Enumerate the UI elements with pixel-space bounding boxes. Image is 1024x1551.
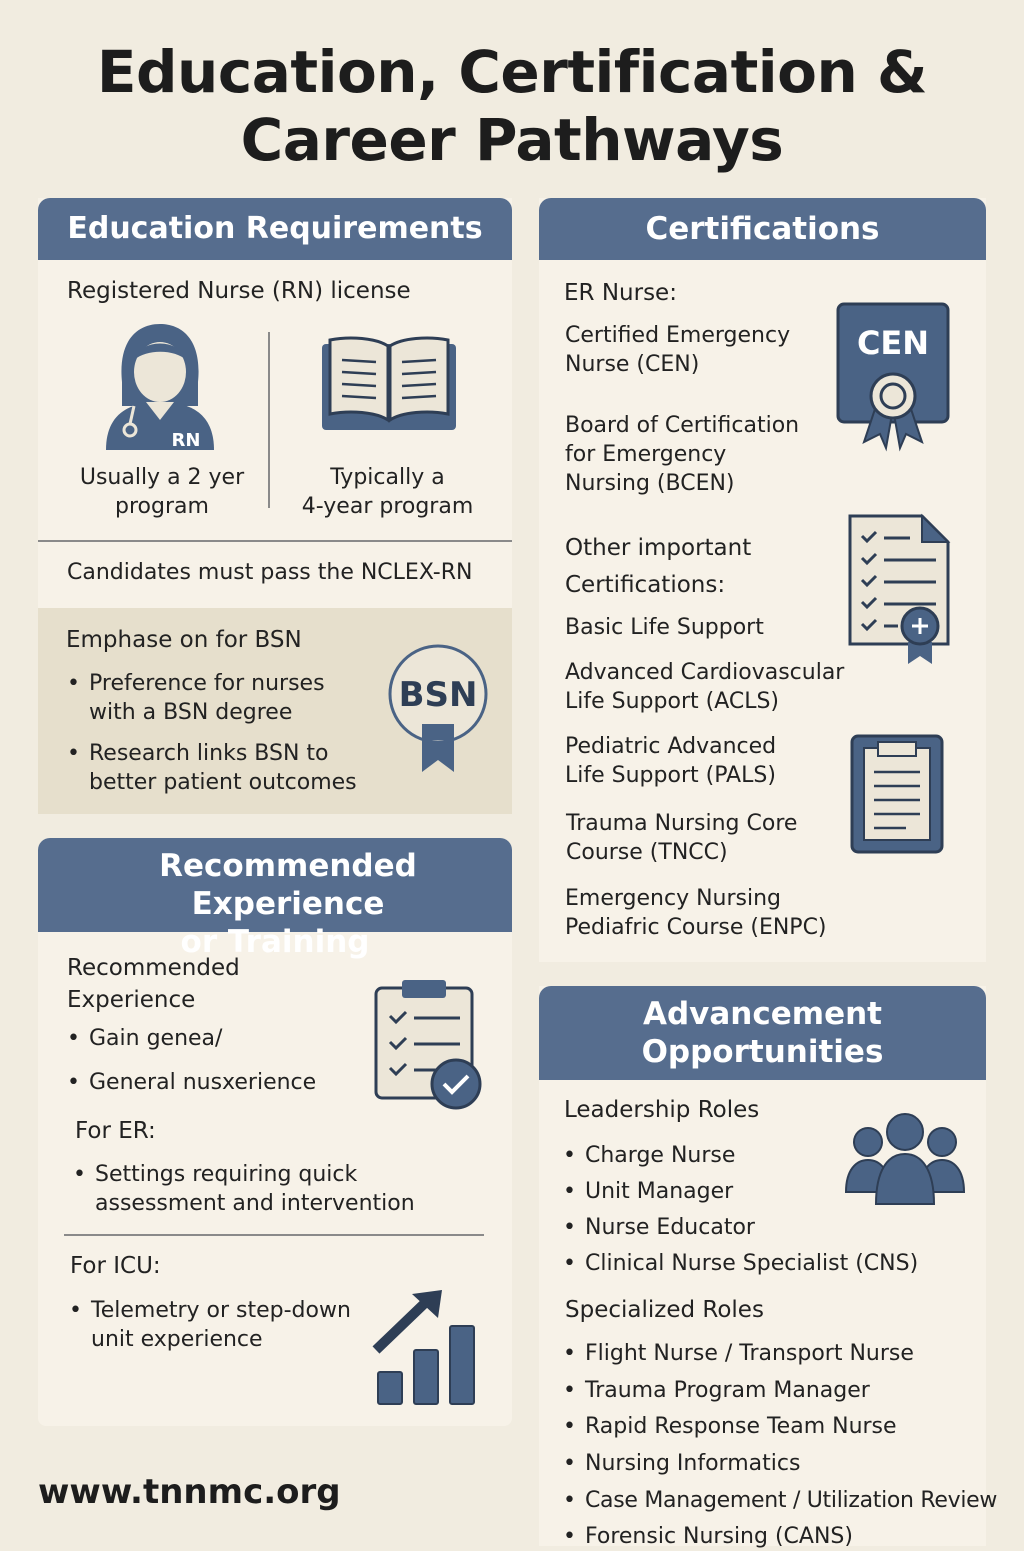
pals-item: Pediatric Advanced Life Support (PALS) <box>565 734 777 788</box>
clipboard-check-icon <box>372 978 484 1108</box>
list-item: • Case Management / Utilization Review <box>585 1486 997 1515</box>
experience-header: Recommended Experience or Training <box>38 838 512 932</box>
acls-item: Advanced Cardiovascular Life Support (ACLS) <box>565 660 845 714</box>
list-item: • Unit Manager <box>585 1177 733 1206</box>
cen-badge-text: CEN <box>856 324 930 362</box>
list-item: • Settings requiring quick assessment and intervention <box>95 1160 415 1218</box>
certifications-header: Certifications <box>539 198 986 260</box>
bsn-badge-icon <box>386 648 492 776</box>
divider <box>64 1234 484 1236</box>
rn-license-subtitle: Registered Nurse (RN) license <box>67 278 411 304</box>
bsn-badge-text: BSN <box>398 675 478 715</box>
divider <box>38 540 512 542</box>
recommended-experience-heading: Recommended Experience <box>67 955 240 1013</box>
list-item: • Nursing Informatics <box>585 1449 800 1478</box>
list-item: • Clinical Nurse Specialist (CNS) <box>585 1249 918 1278</box>
nurse-icon <box>100 320 220 455</box>
bsn-program-caption: Typically a 4-year program <box>301 465 474 519</box>
list-item: • General nusxerience <box>89 1068 316 1097</box>
er-nurse-heading: ER Nurse: <box>564 280 677 306</box>
bsn-heading: Emphase on for BSN <box>66 627 302 653</box>
specialized-heading: Specialized Roles <box>565 1297 764 1323</box>
nurse-rn-badge: RN <box>171 430 201 451</box>
list-item: • Preference for nurses with a BSN degree <box>89 669 325 727</box>
list-item: • Flight Nurse / Transport Nurse <box>585 1339 914 1368</box>
nclex-note: Candidates must pass the NCLEX-RN <box>67 560 473 585</box>
growth-chart-icon <box>368 1288 480 1406</box>
bcen-item: Board of Certification for Emergency Nursing (BCEN) <box>565 413 800 496</box>
checklist-document-icon <box>848 514 952 666</box>
list-item: • Forensic Nursing (CANS) <box>585 1522 853 1551</box>
divider <box>268 332 270 508</box>
education-header: Education Requirements <box>38 198 512 260</box>
tncc-item: Trauma Nursing Core Course (TNCC) <box>566 811 798 865</box>
website-url[interactable]: www.tnnmc.org <box>38 1472 341 1512</box>
list-item: • Nurse Educator <box>585 1213 755 1242</box>
page-title-line-1: Education, Certification & <box>96 38 928 106</box>
clipboard-icon <box>850 734 944 856</box>
team-icon <box>844 1112 966 1206</box>
rn-program-caption: Usually a 2 yer program <box>79 465 245 519</box>
leadership-heading: Leadership Roles <box>564 1097 760 1123</box>
book-icon <box>320 336 458 432</box>
bls-item: Basic Life Support <box>565 615 764 640</box>
list-item: • Rapid Response Team Nurse <box>585 1412 897 1441</box>
icu-heading: For ICU: <box>70 1253 161 1279</box>
cen-certificate-icon <box>836 302 950 450</box>
other-certifications-heading: Other important Certifications: <box>565 535 752 598</box>
cen-item: Certified Emergency Nurse (CEN) <box>565 323 791 377</box>
list-item: • Telemetry or step-down unit experience <box>91 1296 351 1354</box>
list-item: • Charge Nurse <box>585 1141 735 1170</box>
list-item: • Trauma Program Manager <box>585 1376 870 1405</box>
er-heading: For ER: <box>75 1118 156 1144</box>
list-item: • Research links BSN to better patient outcomes <box>89 739 357 797</box>
page-title-line-2: Career Pathways <box>240 106 784 174</box>
list-item: • Gain genea/ <box>89 1024 222 1053</box>
enpc-item: Emergency Nursing Pediafric Course (ENPC) <box>565 886 827 940</box>
advancement-header: Advancement Opportunities <box>539 986 986 1080</box>
